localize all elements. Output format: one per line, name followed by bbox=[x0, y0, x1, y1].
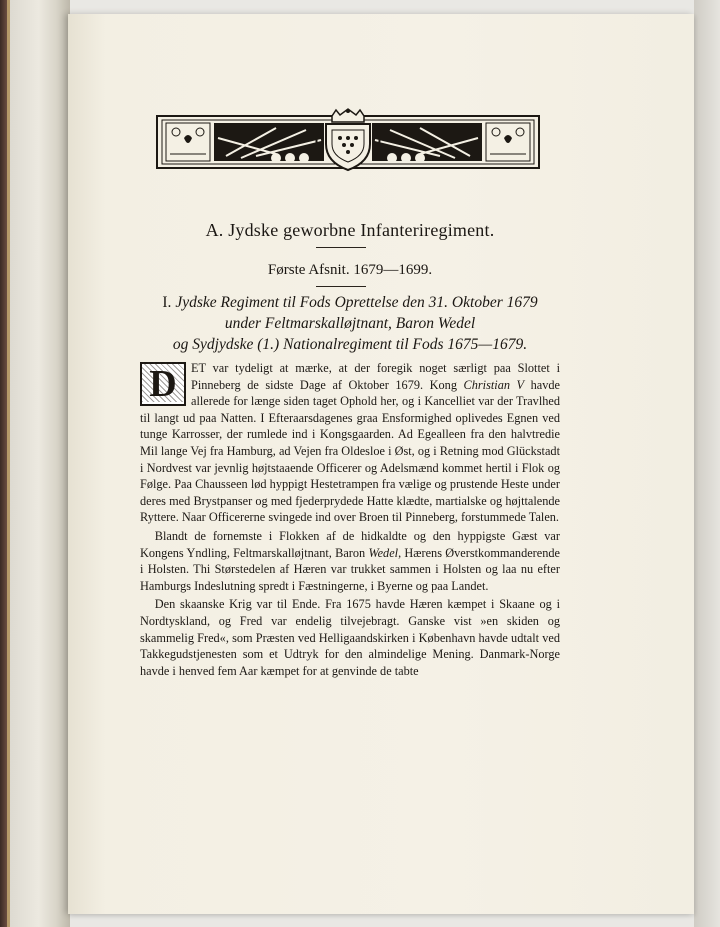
body-text bbox=[140, 360, 560, 679]
paragraph-3: Den skaanske Krig var til Ende. Fra 1675 havde Hæren kæmpet i Skaane og i Nordtyskland, og Fred var endelig tilvejebragt. Ganske vist »en skiden og skammelig Fred«, som Præsten ved Helligaandskirken i København havde udtalt ved Takkegudstjenesten som et Udtryk for den almindelige Mening. Danmark-Norge havde i henved fem Aar kæmpet for at genvinde de tabte bbox=[140, 597, 560, 678]
baron-name: Wedel bbox=[368, 545, 399, 560]
paragraph-1-text-b: havde allerede for længe siden taget Ophold her, og i Kancelliet var der Travlhed til langt ud paa Natten. I Efteraarsdagenes graa Ensformighed oplivedes Egnen ved tunge Karrosser, der rumlede ind i Kongsgaarden. Ad Egealleen fra den halvtredie Mil lange Vej fra Hamburg, ad Vejen fra Oldesloe i Øst, og i Retning mod Glückstadt i Nordvest var jevnlig højtstaaende Officerer og Adelsmænd kommet hertil i Flok og Følge. Paa Chausseen lød hyppigt Hestetrampen fra vælige og prustende Heste under deres med Brystpanser og med fjederprydede Hatte klædte, martialske og højttalende Ryttere. Naar Officererne svingede ind over Broen til Pinneberg, forstummede Talen. bbox=[140, 377, 560, 525]
paragraph-2 bbox=[140, 528, 560, 594]
title-divider bbox=[316, 247, 366, 248]
book-gilt-edge bbox=[7, 0, 10, 927]
paragraph-1-text-a: ET var tydeligt at mærke, at der foregik noget særligt paa Slottet i Pinneberg de sidste Dage af Oktober 1679. Kong bbox=[191, 361, 560, 392]
paragraph-2-text-a: Blandt de fornemste i Flokken af de hidkaldte og den hyppigste Gæst var Kongens Yndling, Feltmarskalløjtnant, Baron bbox=[140, 528, 560, 560]
section-title-line3: og Sydjydske (1.) Nationalregiment til Fods 1675—1679. bbox=[172, 336, 528, 353]
chapter-subtitle: Første Afsnit. 1679—1699. bbox=[267, 262, 433, 278]
paragraph-2-text-b: , Hærens Øverstkommanderende i Holsten. Thi Størstedelen af Hæren var trukket sammen i Holsten og laa nu efter Hamburgs Indeslutning spredt i Fæstningerne, i Byerne og paa Landet. bbox=[140, 545, 560, 593]
heraldic-ornament-band bbox=[156, 108, 540, 178]
book-cover-edge bbox=[0, 0, 7, 927]
subtitle-divider bbox=[316, 286, 366, 287]
section-heading bbox=[140, 292, 560, 355]
section-heading-line1 bbox=[140, 292, 560, 313]
section-number: I. bbox=[162, 294, 172, 311]
paragraph-1 bbox=[140, 360, 560, 526]
table-surface bbox=[694, 0, 720, 927]
book-spine bbox=[0, 0, 70, 927]
section-title-line1: Jydske Regiment til Fods Oprettelse den 31. Oktober 1679 bbox=[175, 294, 538, 311]
section-title-line2: under Feltmarskalløjtnant, Baron Wedel bbox=[224, 315, 476, 332]
king-name: Christian V bbox=[463, 377, 525, 392]
page-title: A. Jydske geworbne Infanteriregiment. bbox=[205, 220, 495, 240]
ornamental-dropcap bbox=[140, 362, 186, 406]
dropcap-letter: D bbox=[149, 363, 177, 405]
section-heading-line2 bbox=[140, 313, 560, 334]
section-heading-line3 bbox=[140, 334, 560, 355]
